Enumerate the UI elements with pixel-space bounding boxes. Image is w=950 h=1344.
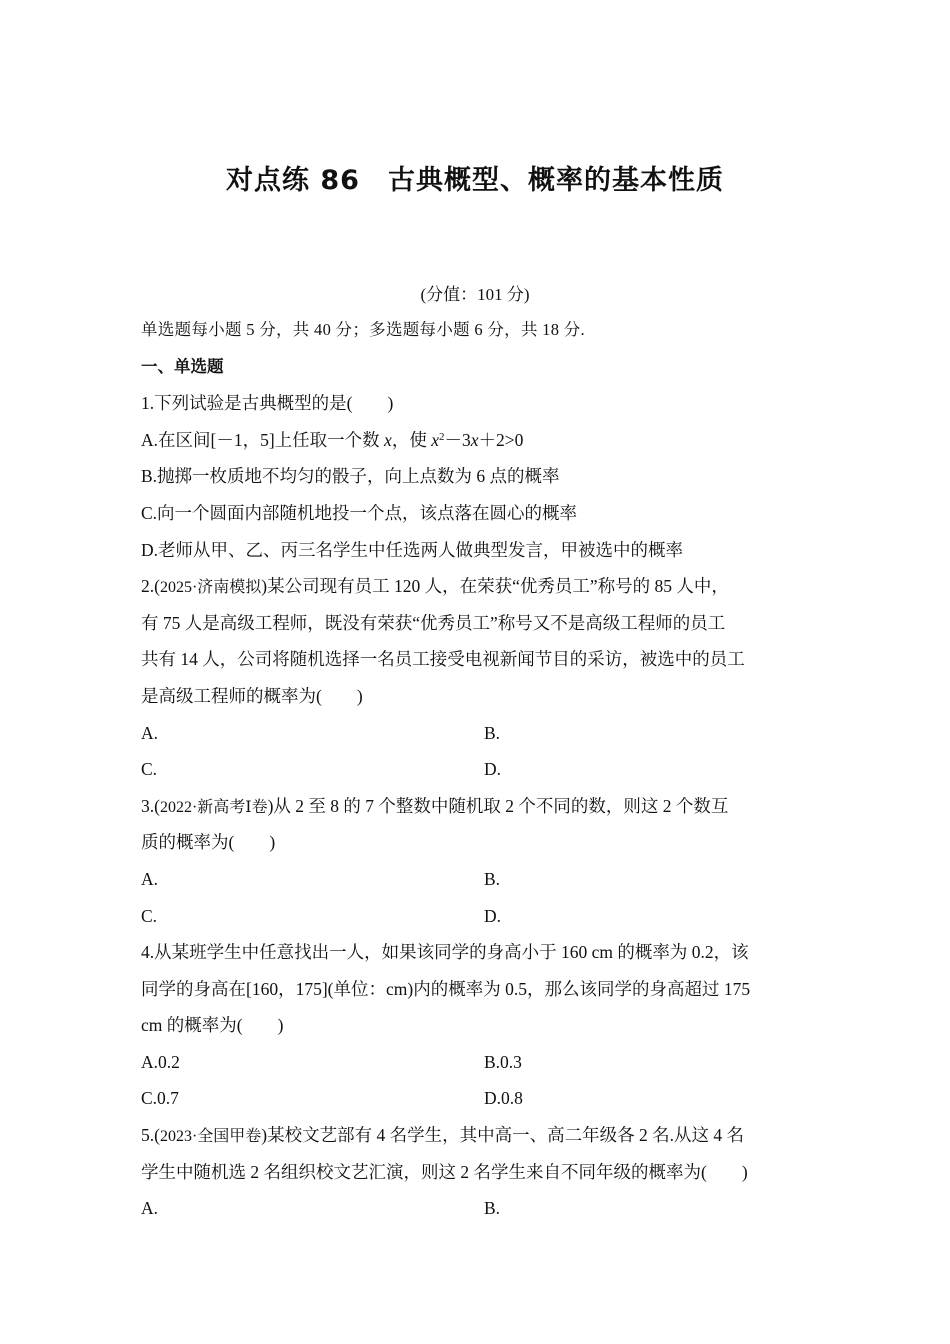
question-2-option-b: B. [484, 722, 501, 743]
question-4-option-a: A.0.2 [141, 1051, 180, 1072]
question-4-options-row-2 [141, 1080, 821, 1117]
math-variable: x [431, 429, 439, 450]
section-heading-single-choice: 一、单选题 [141, 356, 224, 376]
question-3-line-2: 质的概率为( ) [141, 832, 276, 853]
question-2-options-row-2 [141, 751, 821, 788]
question-2-option-c: C. [141, 759, 158, 780]
question-4-line-3: cm 的概率为( ) [141, 1015, 284, 1036]
text-part: )某校文艺部有 4 名学生，其中高一、高二年级各 2 名.从这 4 名 [261, 1125, 744, 1146]
question-number: 2.( [141, 576, 160, 597]
question-5-option-a: A. [141, 1198, 159, 1219]
text-part: )某公司现有员工 120 人，在荣获“优秀员工”称号的 85 人中， [261, 576, 729, 597]
question-3-line-1 [141, 788, 821, 825]
question-3-option-a: A. [141, 868, 159, 889]
question-source: 2025·济南模拟 [159, 579, 262, 597]
question-3-option-d: D. [484, 905, 502, 926]
question-4-line-1: 4.从某班学生中任意找出一人，如果该同学的身高小于 160 cm 的概率为 0.2，该 [141, 942, 749, 963]
page-title: 对点练 86 古典概型、概率的基本性质 [226, 165, 724, 196]
text-part: －3 [444, 429, 471, 450]
question-1-stem: 1.下列试验是古典概型的是( ) [141, 393, 394, 414]
question-number: 3.( [141, 795, 160, 816]
question-3-options-row-1 [141, 861, 821, 898]
math-exponent: 2 [438, 430, 445, 443]
question-number: 5.( [141, 1125, 160, 1146]
math-variable: x [384, 429, 392, 450]
math-variable: x [470, 429, 479, 450]
question-5-options-row-1 [141, 1190, 821, 1227]
question-4-option-c: C.0.7 [141, 1088, 179, 1109]
question-5-option-b: B. [484, 1198, 501, 1219]
question-4-line-2: 同学的身高在[160，175](单位：cm)内的概率为 0.5，那么该同学的身高超过 175 [141, 978, 751, 999]
question-1-option-a [141, 422, 821, 459]
text-part: )从 2 至 8 的 7 个整数中随机取 2 个不同的数，则这 2 个数互 [267, 795, 729, 816]
question-2-option-a: A. [141, 722, 159, 743]
score-value: (分值：101 分) [420, 285, 530, 304]
question-1-option-d: D.老师从甲、乙、丙三名学生中任选两人做典型发言，甲被选中的概率 [141, 539, 684, 560]
question-2-options-row-1 [141, 715, 821, 752]
question-source: 2023·全国甲卷 [159, 1128, 262, 1146]
question-3-options-row-2 [141, 898, 821, 935]
question-5-line-2: 学生中随机选 2 名组织校文艺汇演，则这 2 名学生来自不同年级的概率为( ) [141, 1161, 748, 1182]
question-2-option-d: D. [484, 759, 502, 780]
question-3-option-c: C. [141, 905, 158, 926]
question-4-option-d: D.0.8 [484, 1088, 523, 1109]
question-2-line-1 [141, 568, 821, 605]
question-4-option-b: B.0.3 [484, 1051, 522, 1072]
question-2-line-4: 是高级工程师的概率为( ) [141, 685, 363, 706]
document-body [141, 312, 821, 1227]
question-4-options-row-1 [141, 1044, 821, 1081]
text-part: ＋2>0 [478, 429, 524, 450]
question-source: 2022·新高考Ⅰ卷 [159, 798, 268, 816]
question-3-option-b: B. [484, 868, 501, 889]
scoring-note: 单选题每小题 5 分，共 40 分；多选题每小题 6 分，共 18 分. [141, 320, 585, 339]
question-1-option-b: B.抛掷一枚质地不均匀的骰子，向上点数为 6 点的概率 [141, 466, 560, 487]
question-5-line-1 [141, 1117, 821, 1154]
question-2-line-2: 有 75 人是高级工程师，既没有荣获“优秀员工”称号又不是高级工程师的员工 [141, 612, 726, 633]
text-part: ，使 [391, 429, 432, 450]
question-1-option-c: C.向一个圆面内部随机地投一个点，该点落在圆心的概率 [141, 502, 578, 523]
text-part: A.在区间[－1，5]上任取一个数 [141, 429, 385, 450]
question-2-line-3: 共有 14 人，公司将随机选择一名员工接受电视新闻节目的采访，被选中的员工 [141, 649, 745, 670]
